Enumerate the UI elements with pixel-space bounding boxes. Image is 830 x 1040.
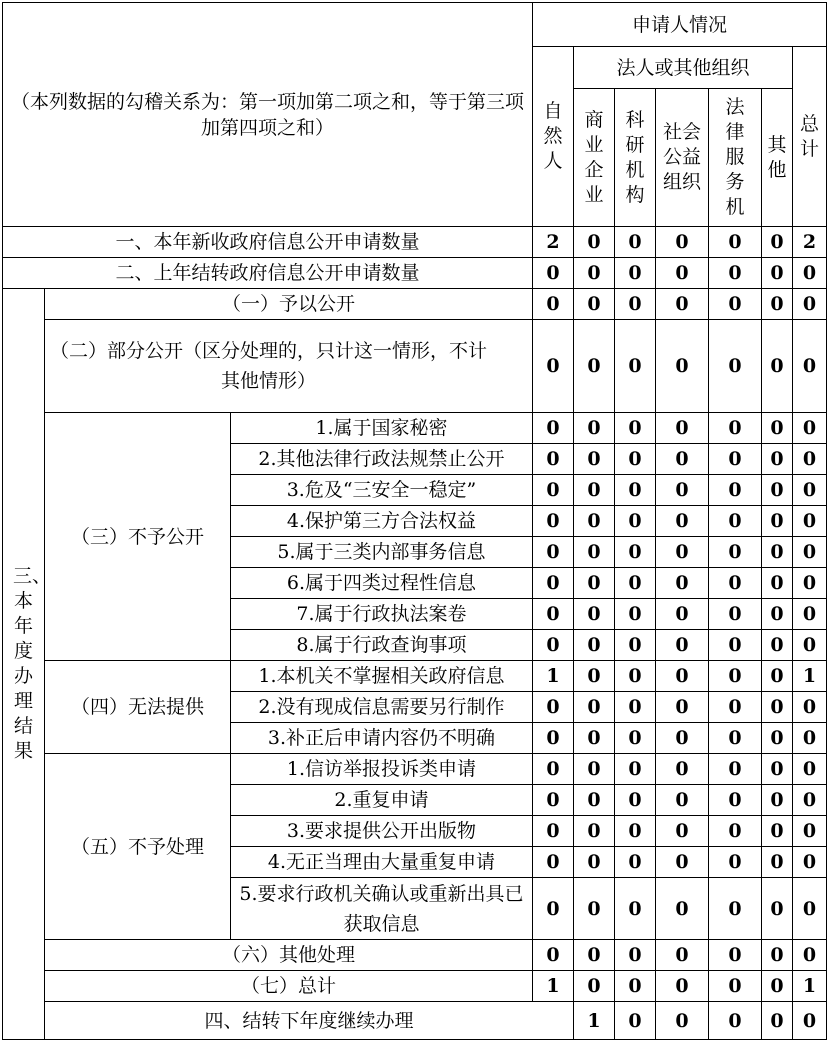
column-header-research: 科研机构 bbox=[615, 89, 656, 227]
value-public-welfare: 0 bbox=[656, 320, 709, 413]
value-research: 0 bbox=[615, 785, 656, 816]
value-research: 0 bbox=[615, 723, 656, 754]
value-public-welfare: 0 bbox=[656, 971, 709, 1002]
value-legal-service: 0 bbox=[709, 475, 762, 506]
value-total: 0 bbox=[793, 599, 827, 630]
value-natural-person: 0 bbox=[533, 568, 574, 599]
value-natural-person: 1 bbox=[574, 1002, 615, 1040]
value-commercial: 0 bbox=[574, 289, 615, 320]
value-commercial: 0 bbox=[574, 630, 615, 661]
value-public-welfare: 0 bbox=[656, 599, 709, 630]
value-commercial: 0 bbox=[574, 940, 615, 971]
row-new-requests bbox=[3, 227, 827, 258]
value-commercial: 0 bbox=[574, 537, 615, 568]
row-label: 7.属于行政执法案卷 bbox=[231, 599, 533, 630]
value-research: 0 bbox=[615, 692, 656, 723]
value-legal-service: 0 bbox=[709, 940, 762, 971]
value-research: 0 bbox=[615, 289, 656, 320]
value-commercial: 0 bbox=[574, 816, 615, 847]
value-research: 0 bbox=[615, 444, 656, 475]
value-natural-person: 0 bbox=[533, 630, 574, 661]
value-commercial: 0 bbox=[574, 444, 615, 475]
value-research: 0 bbox=[615, 847, 656, 878]
value-legal-service: 0 bbox=[709, 847, 762, 878]
value-natural-person: 0 bbox=[533, 599, 574, 630]
value-commercial: 0 bbox=[574, 692, 615, 723]
row-label: （七）总计 bbox=[45, 971, 533, 1002]
value-public-welfare: 0 bbox=[656, 847, 709, 878]
value-legal-service: 0 bbox=[709, 227, 762, 258]
value-other: 0 bbox=[762, 940, 793, 971]
value-natural-person: 0 bbox=[533, 723, 574, 754]
value-legal-service: 0 bbox=[762, 1002, 793, 1040]
value-total: 0 bbox=[793, 475, 827, 506]
value-natural-person: 0 bbox=[533, 754, 574, 785]
value-research: 0 bbox=[615, 971, 656, 1002]
value-commercial: 0 bbox=[574, 320, 615, 413]
value-commercial: 0 bbox=[574, 971, 615, 1002]
row-not_disclosed-1 bbox=[3, 413, 827, 444]
value-other: 0 bbox=[762, 568, 793, 599]
value-natural-person: 0 bbox=[533, 940, 574, 971]
value-research: 0 bbox=[656, 1002, 709, 1040]
value-public-welfare: 0 bbox=[656, 258, 709, 289]
value-natural-person: 0 bbox=[533, 785, 574, 816]
value-total: 0 bbox=[793, 413, 827, 444]
row-label: 2.重复申请 bbox=[231, 785, 533, 816]
value-public-welfare: 0 bbox=[656, 816, 709, 847]
value-legal-service: 0 bbox=[709, 320, 762, 413]
value-commercial: 0 bbox=[615, 1002, 656, 1040]
value-total: 0 bbox=[793, 816, 827, 847]
value-commercial: 0 bbox=[574, 413, 615, 444]
row-label: 3.要求提供公开出版物 bbox=[231, 816, 533, 847]
value-research: 0 bbox=[615, 227, 656, 258]
row-label: 4.保护第三方合法权益 bbox=[231, 506, 533, 537]
value-natural-person: 0 bbox=[533, 506, 574, 537]
value-research: 0 bbox=[615, 754, 656, 785]
value-total: 0 bbox=[793, 847, 827, 878]
value-natural-person: 0 bbox=[533, 692, 574, 723]
value-other: 0 bbox=[762, 661, 793, 692]
value-other: 0 bbox=[762, 785, 793, 816]
not_processed-group-label: （五）不予处理 bbox=[45, 754, 231, 940]
value-natural-person: 0 bbox=[533, 475, 574, 506]
row-label: 6.属于四类过程性信息 bbox=[231, 568, 533, 599]
value-total: 0 bbox=[793, 258, 827, 289]
value-other: 0 bbox=[762, 444, 793, 475]
row-label: 2.没有现成信息需要另行制作 bbox=[231, 692, 533, 723]
row-label: 一、本年新收政府信息公开申请数量 bbox=[3, 227, 533, 258]
row-unable-1 bbox=[3, 661, 827, 692]
value-total: 0 bbox=[793, 537, 827, 568]
value-public-welfare: 0 bbox=[709, 1002, 762, 1040]
value-research: 0 bbox=[615, 568, 656, 599]
value-natural-person: 1 bbox=[533, 661, 574, 692]
value-commercial: 0 bbox=[574, 661, 615, 692]
value-natural-person: 0 bbox=[533, 320, 574, 413]
value-public-welfare: 0 bbox=[656, 506, 709, 537]
section3-label bbox=[3, 289, 52, 1040]
value-other: 0 bbox=[762, 630, 793, 661]
applicant-status-header: 申请人情况 bbox=[533, 3, 827, 47]
value-other: 0 bbox=[762, 599, 793, 630]
column-header-other: 其他 bbox=[762, 89, 793, 227]
row-disclosed bbox=[3, 289, 827, 320]
value-other: 0 bbox=[762, 754, 793, 785]
value-legal-service: 0 bbox=[709, 599, 762, 630]
value-public-welfare: 0 bbox=[656, 754, 709, 785]
value-public-welfare: 0 bbox=[656, 444, 709, 475]
disclosure-statistics-table bbox=[2, 2, 827, 1040]
value-legal-service: 0 bbox=[709, 785, 762, 816]
value-total: 0 bbox=[793, 289, 827, 320]
row-label: 1.属于国家秘密 bbox=[231, 413, 533, 444]
value-natural-person: 0 bbox=[533, 413, 574, 444]
value-total: 1 bbox=[793, 971, 827, 1002]
value-total: 0 bbox=[793, 692, 827, 723]
row-section4 bbox=[3, 1002, 827, 1040]
value-research: 0 bbox=[615, 258, 656, 289]
header-note: （本列数据的勾稽关系为：第一项加第二项之和，等于第三项加第四项之和） bbox=[3, 3, 533, 227]
value-other: 0 bbox=[762, 258, 793, 289]
value-public-welfare: 0 bbox=[656, 227, 709, 258]
value-total: 0 bbox=[793, 630, 827, 661]
value-other: 0 bbox=[762, 692, 793, 723]
value-legal-service: 0 bbox=[709, 444, 762, 475]
value-research: 0 bbox=[615, 475, 656, 506]
value-public-welfare: 0 bbox=[656, 723, 709, 754]
value-commercial: 0 bbox=[574, 475, 615, 506]
row-partial bbox=[3, 320, 827, 413]
value-legal-service: 0 bbox=[709, 413, 762, 444]
section3-label-text: 三、本年度办理结果 bbox=[13, 565, 52, 762]
value-other: 0 bbox=[762, 289, 793, 320]
row-label: 2.其他法律行政法规禁止公开 bbox=[231, 444, 533, 475]
value-natural-person: 2 bbox=[533, 227, 574, 258]
value-legal-service: 0 bbox=[709, 692, 762, 723]
value-natural-person: 0 bbox=[533, 444, 574, 475]
value-commercial: 0 bbox=[574, 506, 615, 537]
value-other: 0 bbox=[762, 723, 793, 754]
value-research: 0 bbox=[615, 940, 656, 971]
value-other: 0 bbox=[762, 816, 793, 847]
value-public-welfare: 0 bbox=[656, 785, 709, 816]
row-label: 3.补正后申请内容仍不明确 bbox=[231, 723, 533, 754]
row-carryover-requests bbox=[3, 258, 827, 289]
value-natural-person: 1 bbox=[533, 971, 574, 1002]
value-legal-service: 0 bbox=[709, 537, 762, 568]
value-research: 0 bbox=[615, 878, 656, 940]
value-research: 0 bbox=[615, 630, 656, 661]
table-body bbox=[3, 3, 827, 1040]
value-legal-service: 0 bbox=[709, 754, 762, 785]
row-label: 1.信访举报投诉类申请 bbox=[231, 754, 533, 785]
row-label: 1.本机关不掌握相关政府信息 bbox=[231, 661, 533, 692]
value-total: 0 bbox=[793, 785, 827, 816]
value-public-welfare: 0 bbox=[656, 630, 709, 661]
column-header-total: 总计 bbox=[793, 47, 827, 227]
value-commercial: 0 bbox=[574, 785, 615, 816]
value-other: 0 bbox=[762, 847, 793, 878]
value-legal-service: 0 bbox=[709, 258, 762, 289]
value-other: 0 bbox=[793, 1002, 827, 1040]
row-label: （二）部分公开（区分处理的，只计这一情形，不计其他情形） bbox=[45, 320, 533, 413]
value-natural-person: 0 bbox=[533, 258, 574, 289]
value-commercial: 0 bbox=[574, 599, 615, 630]
row-label: 二、上年结转政府信息公开申请数量 bbox=[3, 258, 533, 289]
value-other: 0 bbox=[762, 506, 793, 537]
value-total: 0 bbox=[793, 506, 827, 537]
value-other: 0 bbox=[762, 227, 793, 258]
row-label: （六）其他处理 bbox=[45, 940, 533, 971]
column-header-public-welfare: 社会公益组织 bbox=[656, 89, 709, 227]
row-label: 四、结转下年度继续办理 bbox=[45, 1002, 574, 1040]
value-public-welfare: 0 bbox=[656, 692, 709, 723]
value-legal-service: 0 bbox=[709, 289, 762, 320]
value-legal-service: 0 bbox=[709, 568, 762, 599]
value-natural-person: 0 bbox=[533, 289, 574, 320]
value-research: 0 bbox=[615, 661, 656, 692]
value-total: 0 bbox=[793, 940, 827, 971]
column-header-natural-person: 自然人 bbox=[533, 47, 574, 227]
column-header-legal-service: 法律服务机 bbox=[709, 89, 762, 227]
value-legal-service: 0 bbox=[709, 723, 762, 754]
row-label: （一）予以公开 bbox=[45, 289, 533, 320]
value-other: 0 bbox=[762, 971, 793, 1002]
value-natural-person: 0 bbox=[533, 847, 574, 878]
value-legal-service: 0 bbox=[709, 971, 762, 1002]
value-legal-service: 0 bbox=[709, 506, 762, 537]
value-total: 1 bbox=[793, 661, 827, 692]
value-total: 0 bbox=[793, 444, 827, 475]
value-research: 0 bbox=[615, 537, 656, 568]
value-public-welfare: 0 bbox=[656, 475, 709, 506]
value-total: 0 bbox=[793, 568, 827, 599]
value-commercial: 0 bbox=[574, 847, 615, 878]
value-public-welfare: 0 bbox=[656, 537, 709, 568]
value-total: 0 bbox=[793, 754, 827, 785]
value-legal-service: 0 bbox=[709, 661, 762, 692]
value-commercial: 0 bbox=[574, 878, 615, 940]
value-other: 0 bbox=[762, 537, 793, 568]
value-research: 0 bbox=[615, 320, 656, 413]
value-research: 0 bbox=[615, 599, 656, 630]
value-public-welfare: 0 bbox=[656, 940, 709, 971]
value-commercial: 0 bbox=[574, 754, 615, 785]
value-commercial: 0 bbox=[574, 227, 615, 258]
value-legal-service: 0 bbox=[709, 816, 762, 847]
row-other bbox=[3, 940, 827, 971]
value-total: 2 bbox=[793, 227, 827, 258]
value-commercial: 0 bbox=[574, 258, 615, 289]
value-other: 0 bbox=[762, 320, 793, 413]
value-legal-service: 0 bbox=[709, 878, 762, 940]
value-public-welfare: 0 bbox=[656, 289, 709, 320]
value-legal-service: 0 bbox=[709, 630, 762, 661]
value-commercial: 0 bbox=[574, 723, 615, 754]
value-total: 0 bbox=[793, 878, 827, 940]
value-public-welfare: 0 bbox=[656, 661, 709, 692]
column-header-commercial: 商业企业 bbox=[574, 89, 615, 227]
value-total: 0 bbox=[793, 723, 827, 754]
legal-or-other-header: 法人或其他组织 bbox=[574, 47, 793, 89]
row-total bbox=[3, 971, 827, 1002]
row-label: 3.危及“三安全一稳定” bbox=[231, 475, 533, 506]
value-research: 0 bbox=[615, 816, 656, 847]
value-research: 0 bbox=[615, 413, 656, 444]
row-label: 4.无正当理由大量重复申请 bbox=[231, 847, 533, 878]
value-natural-person: 0 bbox=[533, 878, 574, 940]
value-natural-person: 0 bbox=[533, 537, 574, 568]
row-label: 5.属于三类内部事务信息 bbox=[231, 537, 533, 568]
row-label: 8.属于行政查询事项 bbox=[231, 630, 533, 661]
value-research: 0 bbox=[615, 506, 656, 537]
value-total: 0 bbox=[793, 320, 827, 413]
row-not_processed-1 bbox=[3, 754, 827, 785]
value-public-welfare: 0 bbox=[656, 413, 709, 444]
value-other: 0 bbox=[762, 878, 793, 940]
value-commercial: 0 bbox=[574, 568, 615, 599]
value-public-welfare: 0 bbox=[656, 568, 709, 599]
value-other: 0 bbox=[762, 413, 793, 444]
value-natural-person: 0 bbox=[533, 816, 574, 847]
value-public-welfare: 0 bbox=[656, 878, 709, 940]
value-other: 0 bbox=[762, 475, 793, 506]
unable-group-label: （四）无法提供 bbox=[45, 661, 231, 754]
header-row-1 bbox=[3, 3, 827, 47]
not_disclosed-group-label: （三）不予公开 bbox=[45, 413, 231, 661]
row-label: 5.要求行政机关确认或重新出具已获取信息 bbox=[231, 878, 533, 940]
